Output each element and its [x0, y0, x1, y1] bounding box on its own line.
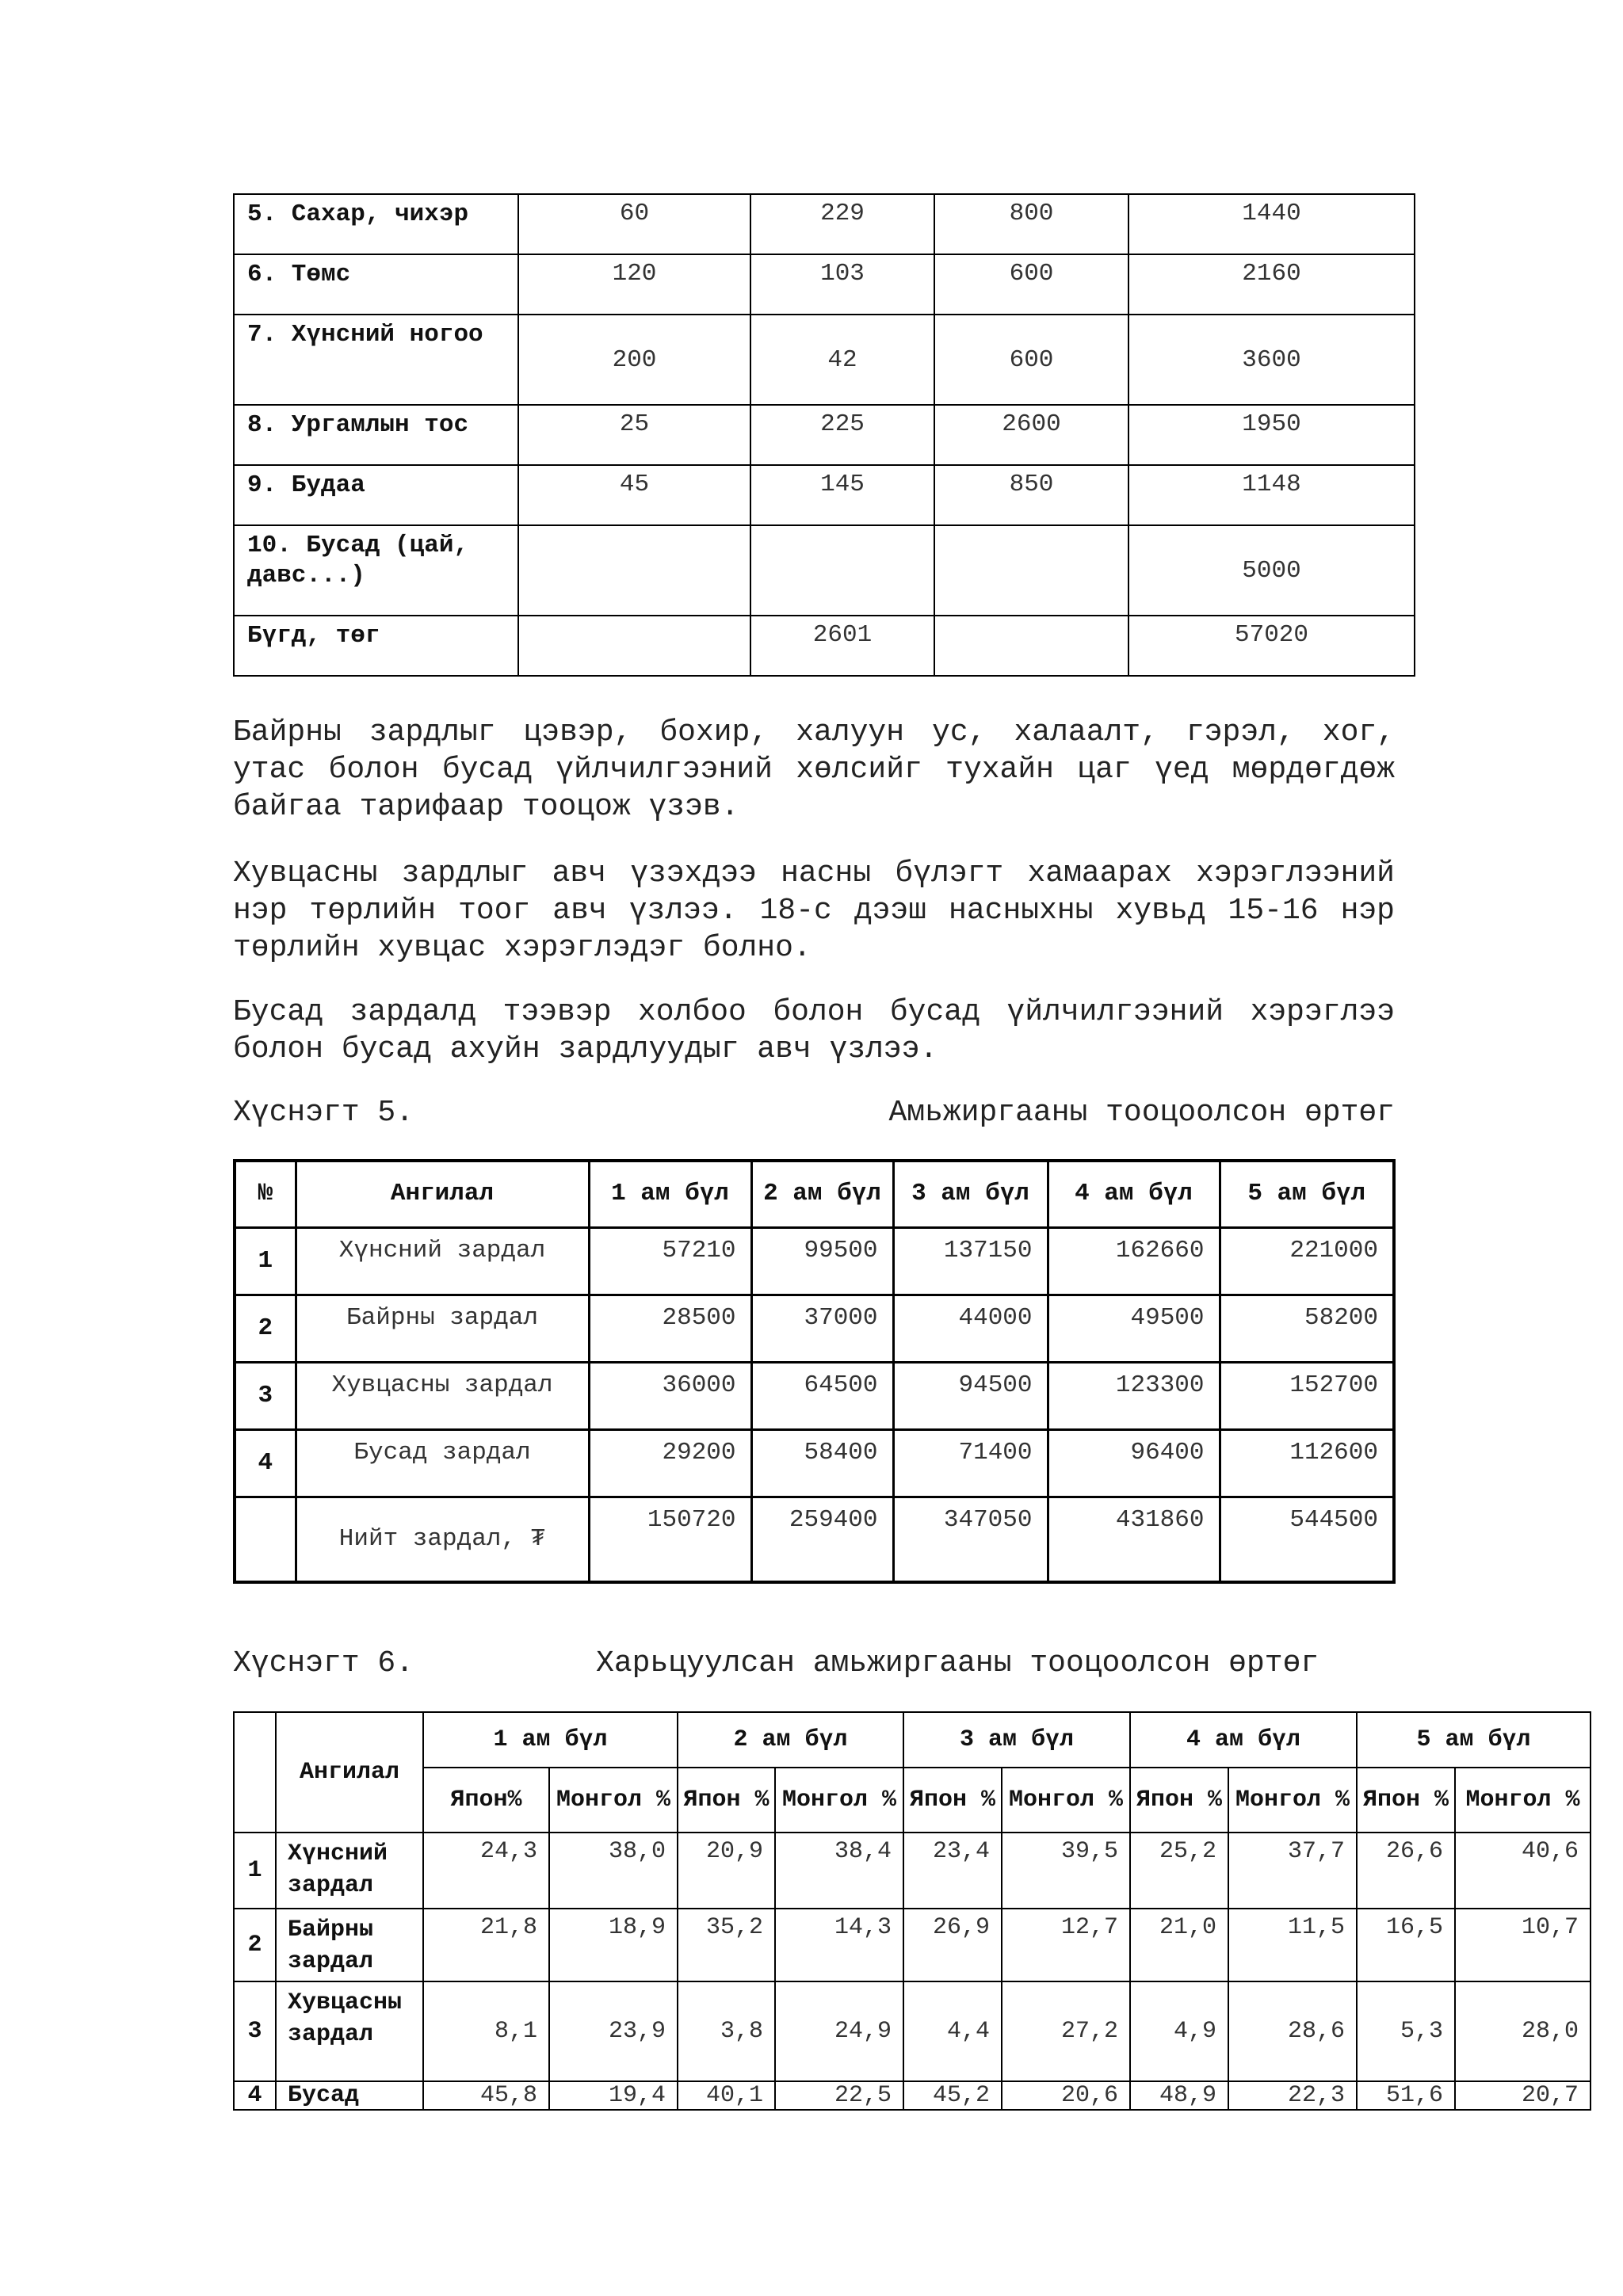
column-header-japan: Япон%	[423, 1768, 549, 1833]
cell-value: 2600	[934, 405, 1128, 465]
table-row-total	[234, 616, 1415, 676]
row-category: Хувцасны зардал	[296, 1362, 589, 1429]
cell-value: 431860	[1048, 1497, 1220, 1582]
cell-value: 221000	[1220, 1227, 1394, 1295]
cell-value: 225	[750, 405, 934, 465]
cell-value: 60	[518, 194, 750, 254]
cell-value: 22,3	[1228, 2081, 1357, 2110]
cell-value: 20,7	[1455, 2081, 1591, 2110]
cell-value: 1148	[1128, 465, 1415, 525]
item-label: 6. Төмс	[234, 254, 518, 315]
cell-value: 347050	[893, 1497, 1048, 1582]
cell-value: 58400	[751, 1429, 893, 1497]
cell-value: 44000	[893, 1295, 1048, 1362]
column-header: 2 ам бүл	[751, 1161, 893, 1227]
table-header-row	[235, 1161, 1394, 1227]
item-label: Бүгд, төг	[234, 616, 518, 676]
row-category: Бусад зардал	[296, 1429, 589, 1497]
cell-value: 37,7	[1228, 1833, 1357, 1909]
cell-value: 23,4	[903, 1833, 1002, 1909]
cell-value: 27,2	[1002, 1981, 1130, 2081]
cell-value: 137150	[893, 1227, 1048, 1295]
column-group-header: 4 ам бүл	[1130, 1712, 1357, 1768]
cell-value: 29200	[589, 1429, 751, 1497]
cell-value: 42	[750, 315, 934, 405]
row-category: Нийт зардал, ₮	[296, 1497, 589, 1582]
cell-value: 94500	[893, 1362, 1048, 1429]
column-header-mongol: Монгол %	[775, 1768, 903, 1833]
table-subheader-row	[234, 1768, 1591, 1833]
column-header: Ангилал	[296, 1161, 589, 1227]
table-row	[234, 2081, 1591, 2110]
cell-value: 800	[934, 194, 1128, 254]
cell-value: 25	[518, 405, 750, 465]
column-header: 3 ам бүл	[893, 1161, 1048, 1227]
row-category: Хүнсний зардал	[276, 1833, 423, 1909]
table-header-row	[234, 1712, 1591, 1768]
cell-value: 28,0	[1455, 1981, 1591, 2081]
cell-value: 24,9	[775, 1981, 903, 2081]
cell-value: 5000	[1128, 525, 1415, 616]
cell-value: 45,2	[903, 2081, 1002, 2110]
row-category: Хүнсний зардал	[296, 1227, 589, 1295]
cell-value: 600	[934, 254, 1128, 315]
column-header: 5 ам бүл	[1220, 1161, 1394, 1227]
table-row	[234, 315, 1415, 405]
cell-value: 57210	[589, 1227, 751, 1295]
row-number	[235, 1497, 296, 1582]
cell-value: 23,9	[549, 1981, 678, 2081]
cell-value: 145	[750, 465, 934, 525]
table-row	[235, 1429, 1394, 1497]
row-number: 3	[235, 1362, 296, 1429]
row-number: 3	[234, 1981, 276, 2081]
column-group-header: 5 ам бүл	[1357, 1712, 1591, 1768]
table-row	[235, 1362, 1394, 1429]
cell-value: 20,9	[678, 1833, 775, 1909]
cell-value: 103	[750, 254, 934, 315]
cell-value: 99500	[751, 1227, 893, 1295]
cell-value: 45,8	[423, 2081, 549, 2110]
column-group-header: 1 ам бүл	[423, 1712, 678, 1768]
cell-value: 3,8	[678, 1981, 775, 2081]
cell-value: 51,6	[1357, 2081, 1455, 2110]
cell-value: 5,3	[1357, 1981, 1455, 2081]
cell-value: 3600	[1128, 315, 1415, 405]
cell-value: 18,9	[549, 1909, 678, 1981]
table5-caption	[233, 1096, 1395, 1130]
cell-value: 57020	[1128, 616, 1415, 676]
column-header-japan: Япон %	[903, 1768, 1002, 1833]
column-header-mongol: Монгол %	[1228, 1768, 1357, 1833]
cell-value: 200	[518, 315, 750, 405]
row-number: 1	[234, 1833, 276, 1909]
row-category: Хувцасны зардал	[276, 1981, 423, 2081]
cell-value: 8,1	[423, 1981, 549, 2081]
cell-value: 38,0	[549, 1833, 678, 1909]
column-header: №	[235, 1161, 296, 1227]
column-header: 1 ам бүл	[589, 1161, 751, 1227]
table-row	[234, 1909, 1591, 1981]
row-category: Бусад	[276, 2081, 423, 2110]
table-row	[235, 1227, 1394, 1295]
row-category: Байрны зардал	[276, 1909, 423, 1981]
cell-value: 58200	[1220, 1295, 1394, 1362]
cell-value: 20,6	[1002, 2081, 1130, 2110]
cell-value	[934, 616, 1128, 676]
cell-value: 45	[518, 465, 750, 525]
cell-value: 26,6	[1357, 1833, 1455, 1909]
cell-value: 11,5	[1228, 1909, 1357, 1981]
cell-value: 36000	[589, 1362, 751, 1429]
cell-value: 120	[518, 254, 750, 315]
item-label: 5. Сахар, чихэр	[234, 194, 518, 254]
column-group-header: 2 ам бүл	[678, 1712, 903, 1768]
cell-value: 150720	[589, 1497, 751, 1582]
item-label: 10. Бусад (цай, давс...)	[234, 525, 518, 616]
living-cost-table	[233, 1159, 1396, 1584]
row-number: 2	[234, 1909, 276, 1981]
cell-value: 22,5	[775, 2081, 903, 2110]
cell-value: 544500	[1220, 1497, 1394, 1582]
food-cost-table	[233, 193, 1415, 677]
table-row	[235, 1295, 1394, 1362]
row-number: 4	[234, 2081, 276, 2110]
paragraph-housing: Байрны зардлыг цэвэр, бохир, халуун ус, халаалт, гэрэл, хог, утас болон бусад үйлчилгээний хөлсийг тухайн цаг үед мөрдөгдөж байгаа тарифаар тооцож үзэв.	[233, 715, 1395, 824]
row-number: 2	[235, 1295, 296, 1362]
cell-value: 40,6	[1455, 1833, 1591, 1909]
cell-value: 2160	[1128, 254, 1415, 315]
table-row	[234, 1833, 1591, 1909]
column-header-number	[234, 1712, 276, 1833]
cell-value: 21,0	[1130, 1909, 1228, 1981]
cell-value: 1950	[1128, 405, 1415, 465]
column-header-mongol: Монгол %	[549, 1768, 678, 1833]
cell-value: 40,1	[678, 2081, 775, 2110]
table-row	[234, 194, 1415, 254]
cell-value: 1440	[1128, 194, 1415, 254]
item-label: 9. Будаа	[234, 465, 518, 525]
column-header-category: Ангилал	[276, 1712, 423, 1833]
table-row	[234, 254, 1415, 315]
cell-value: 24,3	[423, 1833, 549, 1909]
table-row	[234, 405, 1415, 465]
paragraph-other: Бусад зардалд тээвэр холбоо болон бусад үйлчилгээний хэрэглээ болон бусад ахуйн зардлуудыг авч үзлээ.	[233, 995, 1395, 1066]
cell-value: 4,4	[903, 1981, 1002, 2081]
column-header-japan: Япон %	[678, 1768, 775, 1833]
cell-value: 28500	[589, 1295, 751, 1362]
cell-value: 49500	[1048, 1295, 1220, 1362]
cell-value: 123300	[1048, 1362, 1220, 1429]
cell-value: 600	[934, 315, 1128, 405]
cell-value: 12,7	[1002, 1909, 1130, 1981]
column-header-mongol: Монгол %	[1002, 1768, 1130, 1833]
cell-value: 19,4	[549, 2081, 678, 2110]
cell-value: 16,5	[1357, 1909, 1455, 1981]
cell-value: 38,4	[775, 1833, 903, 1909]
cell-value: 48,9	[1130, 2081, 1228, 2110]
table-row	[234, 465, 1415, 525]
cell-value: 35,2	[678, 1909, 775, 1981]
cell-value: 112600	[1220, 1429, 1394, 1497]
column-group-header: 3 ам бүл	[903, 1712, 1130, 1768]
row-number: 4	[235, 1429, 296, 1497]
row-number: 1	[235, 1227, 296, 1295]
table5-caption-title: Амьжиргааны тооцоолсон өртөг	[888, 1096, 1395, 1130]
cell-value: 64500	[751, 1362, 893, 1429]
cell-value	[518, 525, 750, 616]
table5-caption-label: Хүснэгт 5.	[233, 1096, 414, 1130]
cell-value: 26,9	[903, 1909, 1002, 1981]
column-header-japan: Япон %	[1357, 1768, 1455, 1833]
cell-value	[518, 616, 750, 676]
table-row	[234, 1981, 1591, 2081]
cell-value	[934, 525, 1128, 616]
cell-value: 25,2	[1130, 1833, 1228, 1909]
paragraph-clothing: Хувцасны зардлыг авч үзэхдээ насны бүлэгт хамаарах хэрэглээний нэр төрлийн тоог авч үзлээ. 18-с дээш насныхны хувьд 15-16 нэр төрлийн хувцас хэрэглэдэг болно.	[233, 856, 1395, 965]
table-row	[234, 525, 1415, 616]
cell-value: 71400	[893, 1429, 1048, 1497]
cell-value: 37000	[751, 1295, 893, 1362]
table6-caption	[233, 1646, 1395, 1680]
cell-value: 28,6	[1228, 1981, 1357, 2081]
cell-value: 2601	[750, 616, 934, 676]
column-header: 4 ам бүл	[1048, 1161, 1220, 1227]
cell-value: 96400	[1048, 1429, 1220, 1497]
table-row-total	[235, 1497, 1394, 1582]
cell-value: 152700	[1220, 1362, 1394, 1429]
cell-value: 229	[750, 194, 934, 254]
cell-value	[750, 525, 934, 616]
column-header-japan: Япон %	[1130, 1768, 1228, 1833]
table6-caption-label: Хүснэгт 6.	[233, 1646, 414, 1680]
cell-value: 10,7	[1455, 1909, 1591, 1981]
cell-value: 39,5	[1002, 1833, 1130, 1909]
row-category: Байрны зардал	[296, 1295, 589, 1362]
table6-caption-title: Харьцуулсан амьжиргааны тооцоолсон өртөг	[596, 1646, 1319, 1680]
cell-value: 162660	[1048, 1227, 1220, 1295]
cell-value: 21,8	[423, 1909, 549, 1981]
cell-value: 14,3	[775, 1909, 903, 1981]
column-header-mongol: Монгол %	[1455, 1768, 1591, 1833]
cell-value: 259400	[751, 1497, 893, 1582]
cell-value: 4,9	[1130, 1981, 1228, 2081]
comparison-table	[233, 1711, 1591, 2111]
item-label: 7. Хүнсний ногоо	[234, 315, 518, 405]
cell-value: 850	[934, 465, 1128, 525]
item-label: 8. Ургамлын тос	[234, 405, 518, 465]
